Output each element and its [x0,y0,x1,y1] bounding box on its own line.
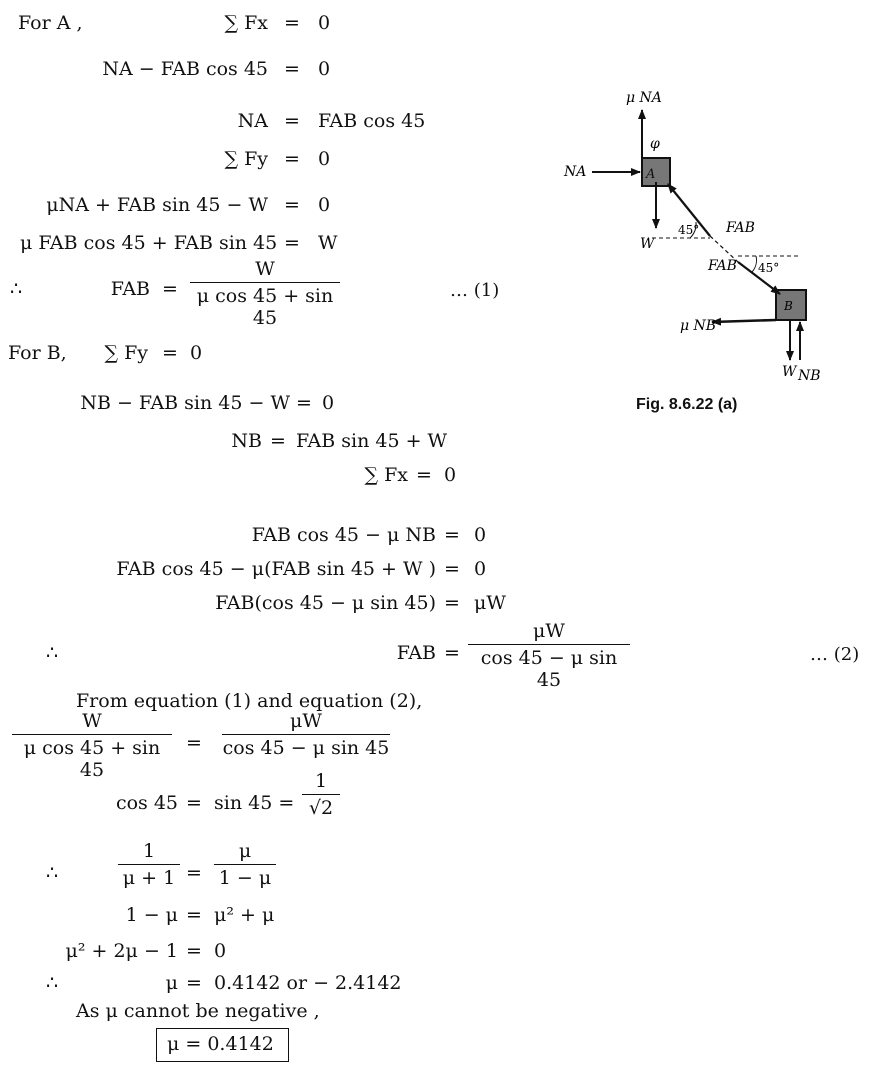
equals-sign: = [444,592,460,614]
label-w-b: W [782,364,797,380]
eq-b1-lhs: NB − FAB sin 45 − W [80,392,290,414]
eq-a-sumfx-rhs: 0 [318,12,331,34]
eq-a-sumfx-lhs: ∑ Fx [224,12,268,34]
label-block-a: A [646,167,656,182]
equation-ref-2: … (2) [810,644,860,665]
eq-b3-rhs: 0 [474,524,487,546]
eq-a2-rhs: FAB cos 45 [318,110,426,132]
free-body-diagram [560,86,860,386]
eq-b-sumfx-rhs: 0 [444,464,457,486]
therefore-symbol: ∴ [10,278,23,300]
fraction-numerator: 1 [118,840,180,865]
fraction-right-3 [214,840,276,889]
eq-c6-lhs: μ [165,972,178,994]
label-nb: NB [798,368,821,384]
final-answer: μ = 0.4142 [167,1033,274,1055]
therefore-symbol: ∴ [46,972,59,994]
mu-nb-arrow [712,320,776,322]
equals-sign: = [186,972,202,994]
eq-b2-lhs: NB [231,430,262,452]
equals-sign: = [284,194,300,216]
fraction-denominator: √2 [308,797,334,819]
fraction-numerator: 1 [302,770,340,795]
equals-sign: = [296,392,312,414]
angle-arc-b [752,256,756,272]
equals-sign: = [444,558,460,580]
equals-sign: = [162,278,178,300]
eq-a5-lhs: FAB [110,278,150,300]
fraction-numerator: W [12,710,172,735]
fraction-denominator: μ + 1 [122,867,176,889]
equals-sign: = [284,148,300,170]
eq-c6-rhs: 0.4142 or − 2.4142 [214,972,402,994]
combine-intro: From equation (1) and equation (2), [76,690,423,712]
label-angle-a: 45° [678,223,700,237]
fraction-fab-2 [468,620,630,691]
label-phi: φ [650,136,660,152]
eq-b1-rhs: 0 [322,392,335,414]
equals-sign: = [416,464,432,486]
equals-sign: = [186,940,202,962]
eq-c5-rhs: 0 [214,940,227,962]
equals-sign: = [270,430,286,452]
label-mu-na: μ NA [626,90,662,106]
eq-a-sumfy-rhs: 0 [318,148,331,170]
final-answer-box [156,1028,289,1062]
eq-a4-lhs: μ FAB cos 45 + FAB sin 45 [20,232,278,254]
eq-b-sumfx-lhs: ∑ Fx [364,464,408,486]
eq-b2-rhs: FAB sin 45 + W [296,430,448,452]
eq-c5-lhs: μ² + 2μ − 1 [65,940,178,962]
eq-b5-lhs: FAB(cos 45 − μ sin 45) [215,592,436,614]
heading-for-a: For A , [18,12,83,34]
fraction-numerator: μ [214,840,276,865]
eq-c4-lhs: 1 − μ [125,904,178,926]
fraction-numerator: W [190,258,340,283]
fraction-denominator: cos 45 − μ sin 45 [222,737,390,759]
equals-sign: = [162,342,178,364]
heading-for-b: For B, [8,342,67,364]
eq-b4-rhs: 0 [474,558,487,580]
fraction-left-1 [12,710,172,781]
equals-sign: = [284,58,300,80]
label-fab-a: FAB [726,220,755,236]
equals-sign: = [186,862,202,884]
fraction-numerator: μW [222,710,390,735]
fraction-fab-1 [190,258,340,329]
label-mu-nb: μ NB [680,318,717,334]
eq-a1-lhs: NA − FAB cos 45 [102,58,268,80]
equals-sign: = [444,524,460,546]
eq-c2-lhs: cos 45 [115,792,178,814]
negativity-note: As μ cannot be negative , [76,1000,320,1022]
eq-b6-lhs: FAB [396,642,436,664]
equals-sign: = [284,110,300,132]
fraction-denominator: μ cos 45 + sin 45 [23,737,161,781]
therefore-symbol: ∴ [46,642,59,664]
label-na: NA [564,164,587,180]
fraction-denominator: μ cos 45 + sin 45 [196,285,334,329]
eq-b3-lhs: FAB cos 45 − μ NB [251,524,436,546]
label-fab-b: FAB [708,258,737,274]
eq-c2-rhs: sin 45 = [214,792,295,814]
figure-caption: Fig. 8.6.22 (a) [636,396,738,413]
equals-sign: = [444,642,460,664]
eq-a3-lhs: μNA + FAB sin 45 − W [46,194,268,216]
eq-a3-rhs: 0 [318,194,331,216]
eq-a2-lhs: NA [237,110,268,132]
label-w-a: W [640,236,655,252]
equals-sign: = [186,732,202,754]
eq-a1-rhs: 0 [318,58,331,80]
eq-a-sumfy-lhs: ∑ Fy [224,148,268,170]
eq-b-sumfy-rhs: 0 [190,342,203,364]
equals-sign: = [186,792,202,814]
eq-b4-lhs: FAB cos 45 − μ(FAB sin 45 + W ) [116,558,436,580]
fraction-numerator: μW [468,620,630,645]
label-angle-b: 45° [758,261,780,275]
eq-b-sumfy-lhs: ∑ Fy [104,342,148,364]
eq-b5-rhs: μW [474,592,506,614]
eq-a4-rhs: W [318,232,338,254]
eq-c4-rhs: μ² + μ [214,904,275,926]
equals-sign: = [186,904,202,926]
equation-ref-1: … (1) [450,280,500,301]
label-block-b: B [784,299,793,313]
therefore-symbol: ∴ [46,862,59,884]
fraction-right-1 [222,710,390,759]
fraction-one-over-root-two [302,770,340,819]
fraction-denominator: 1 − μ [218,867,272,889]
fraction-left-3 [118,840,180,889]
equals-sign: = [284,232,300,254]
fraction-denominator: cos 45 − μ sin 45 [480,647,618,691]
equals-sign: = [284,12,300,34]
